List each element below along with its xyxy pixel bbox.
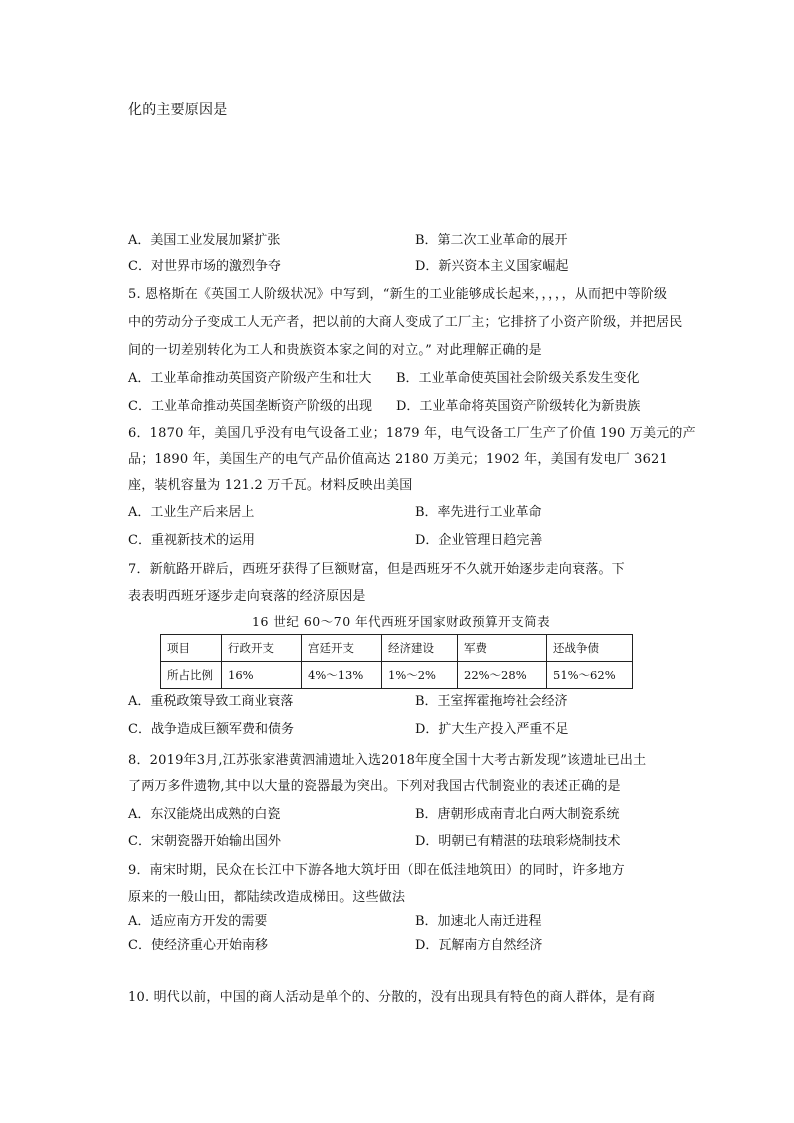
q8-option-a: A．东汉能烧出成熟的白瓷 <box>128 807 281 822</box>
table-cell: 51%～62% <box>547 662 633 689</box>
table-cell: 1%～2% <box>382 662 458 689</box>
table-header-row <box>161 635 633 662</box>
q4-option-d: D．新兴资本主义国家崛起 <box>415 259 569 274</box>
q7-option-b: B．王室挥霍拖垮社会经济 <box>415 694 568 709</box>
table-cell: 项目 <box>161 635 222 662</box>
q6-option-c: C．重视新技术的运用 <box>128 533 255 548</box>
table-cell: 经济建设 <box>382 635 458 662</box>
q8-option-c: C．宋朝瓷器开始输出国外 <box>128 834 281 849</box>
q8-stem-line: 了两万多件遗物,其中以大量的瓷器最为突出。下列对我国古代制瓷业的表述正确的是 <box>128 779 621 794</box>
q7-stem-line: 表表明西班牙逐步走向衰落的经济原因是 <box>128 589 366 604</box>
q5-stem-line: 中的劳动分子变成工人无产者，把以前的大商人变成了工厂主；它排挤了小资产阶级，并把居民 <box>128 315 683 330</box>
q4-option-a: A．美国工业发展加紧扩张 <box>128 233 281 248</box>
q9-option-c: C．使经济重心开始南移 <box>128 938 268 953</box>
q9-option-d: D．瓦解南方自然经济 <box>415 938 543 953</box>
q6-option-a: A．工业生产后来居上 <box>128 505 255 520</box>
q4-option-b: B．第二次工业革命的展开 <box>415 233 568 248</box>
q6-option-d: D．企业管理日趋完善 <box>415 533 543 548</box>
q7-stem-line: 7．新航路开辟后，西班牙获得了巨额财富，但是西班牙不久就开始逐步走向衰落。下 <box>128 562 625 577</box>
q5-stem-line: 间的一切差别转化为工人和贵族资本家之间的对立。” 对此理解正确的是 <box>128 343 542 358</box>
q7-option-a: A．重税政策导致工商业衰落 <box>128 694 294 709</box>
q5-stem-line: 5. 恩格斯在《英国工人阶级状况》中写到，“新生的工业能够成长起来，，，，，从而把中等阶级 <box>128 287 668 302</box>
table-cell: 所占比例 <box>161 662 222 689</box>
table-cell: 4%～13% <box>302 662 382 689</box>
table-cell: 行政开支 <box>222 635 302 662</box>
table-cell: 22%～28% <box>458 662 547 689</box>
q9-stem-line: 9．南宋时期，民众在长江中下游各地大筑圩田（即在低洼地筑田）的同时，许多地方 <box>128 863 625 878</box>
q4-option-c: C．对世界市场的激烈争夺 <box>128 259 281 274</box>
table-cell: 宫廷开支 <box>302 635 382 662</box>
q6-stem-line: 6．1870 年，美国几乎没有电气设备工业；1879 年，电气设备工厂生产了价值 190 万美元的产 <box>128 426 696 441</box>
q6-stem-line: 品；1890 年，美国生产的电气产品价值高达 2180 万美元；1902 年，美国有发电厂 3621 <box>128 452 668 467</box>
q9-option-a: A．适应南方开发的需要 <box>128 914 268 929</box>
q5-option-d: D．工业革命将英国资产阶级转化为新贵族 <box>396 399 641 414</box>
table-cell: 还战争债 <box>547 635 633 662</box>
table-cell: 16% <box>222 662 302 689</box>
q6-stem-line: 座，装机容量为 121.2 万千瓦。材料反映出美国 <box>128 478 413 493</box>
question-fragment: 化的主要原因是 <box>128 102 228 118</box>
q10-stem-line: 10. 明代以前，中国的商人活动是单个的、分散的，没有出现具有特色的商人群体，是有商 <box>128 990 656 1005</box>
table-cell: 军费 <box>458 635 547 662</box>
q8-option-b: B．唐朝形成南青北白两大制瓷系统 <box>415 807 620 822</box>
table-row <box>161 662 633 689</box>
q8-option-d: D．明朝已有精湛的珐琅彩烧制技术 <box>415 834 621 849</box>
q5-option-a: A．工业革命推动英国资产阶级产生和壮大 <box>128 371 372 386</box>
q9-option-b: B．加速北人南迁进程 <box>415 914 542 929</box>
budget-table <box>160 634 633 689</box>
q7-option-c: C．战争造成巨额军费和债务 <box>128 722 294 737</box>
q7-option-d: D．扩大生产投入严重不足 <box>415 722 569 737</box>
q5-option-b: B．工业革命使英国社会阶级关系发生变化 <box>396 371 640 386</box>
q5-option-c: C．工业革命推动英国垄断资产阶级的出现 <box>128 399 372 414</box>
table-caption: 16 世纪 60～70 年代西班牙国家财政预算开支简表 <box>252 614 551 629</box>
q6-option-b: B．率先进行工业革命 <box>415 505 542 520</box>
q8-stem-line: 8．2019年3月,江苏张家港黄泗浦遗址入选2018年度全国十大考古新发现”该遗址已出土 <box>128 753 647 768</box>
q9-stem-line: 原来的一般山田，都陆续改造成梯田。这些做法 <box>128 890 406 905</box>
